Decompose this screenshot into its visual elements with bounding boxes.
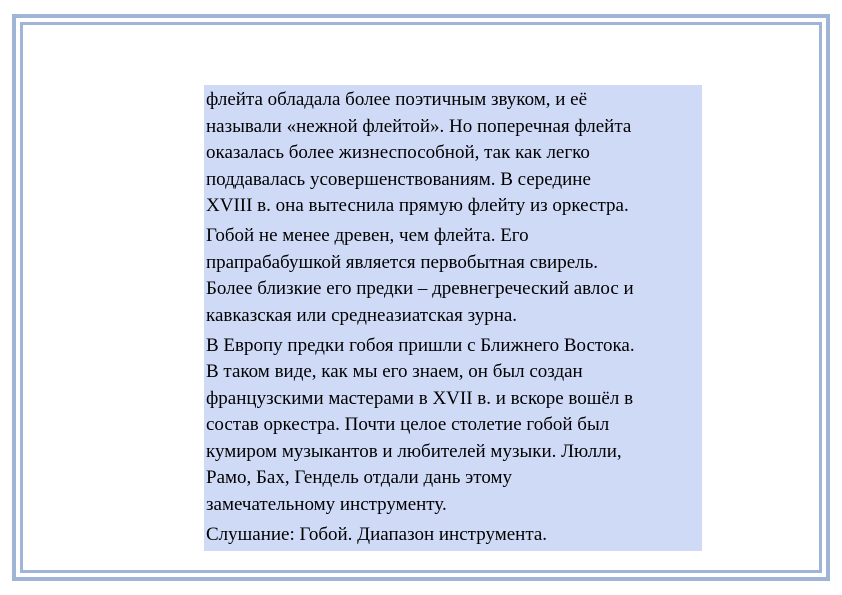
paragraph-oboe-europe: В Европу предки гобоя пришли с Ближнего Востока. В таком виде, как мы его знаем, он был создан французскими мастерами в XVII в. и вскоре вошёл в состав оркестра. Почти целое столетие гобой был кумиром музыкантов и любителей музыки. Люлли, Рамо, Бах, Гендель отдали дань этому замечательному инструменту. [206,334,635,515]
paragraph-listening: Слушание: Гобой. Диапазон инструмента. [206,523,548,545]
text-box [204,85,702,551]
paragraph-oboe-origin: Гобой не менее древен, чем флейта. Его прапрабабушкой является первобытная свирель. Более близкие его предки – древнегреческий авлос и кавказская или среднеазиатская зурна. [206,225,634,326]
paragraph-flute: флейта обладала более поэтичным звуком, и её называли «нежной флейтой». Но поперечная флейта оказалась более жизнеспособной, так как легко поддавалась усовершенствованиям. В середине XVIII в. она вытеснила прямую флейту из оркестра. [206,89,632,216]
